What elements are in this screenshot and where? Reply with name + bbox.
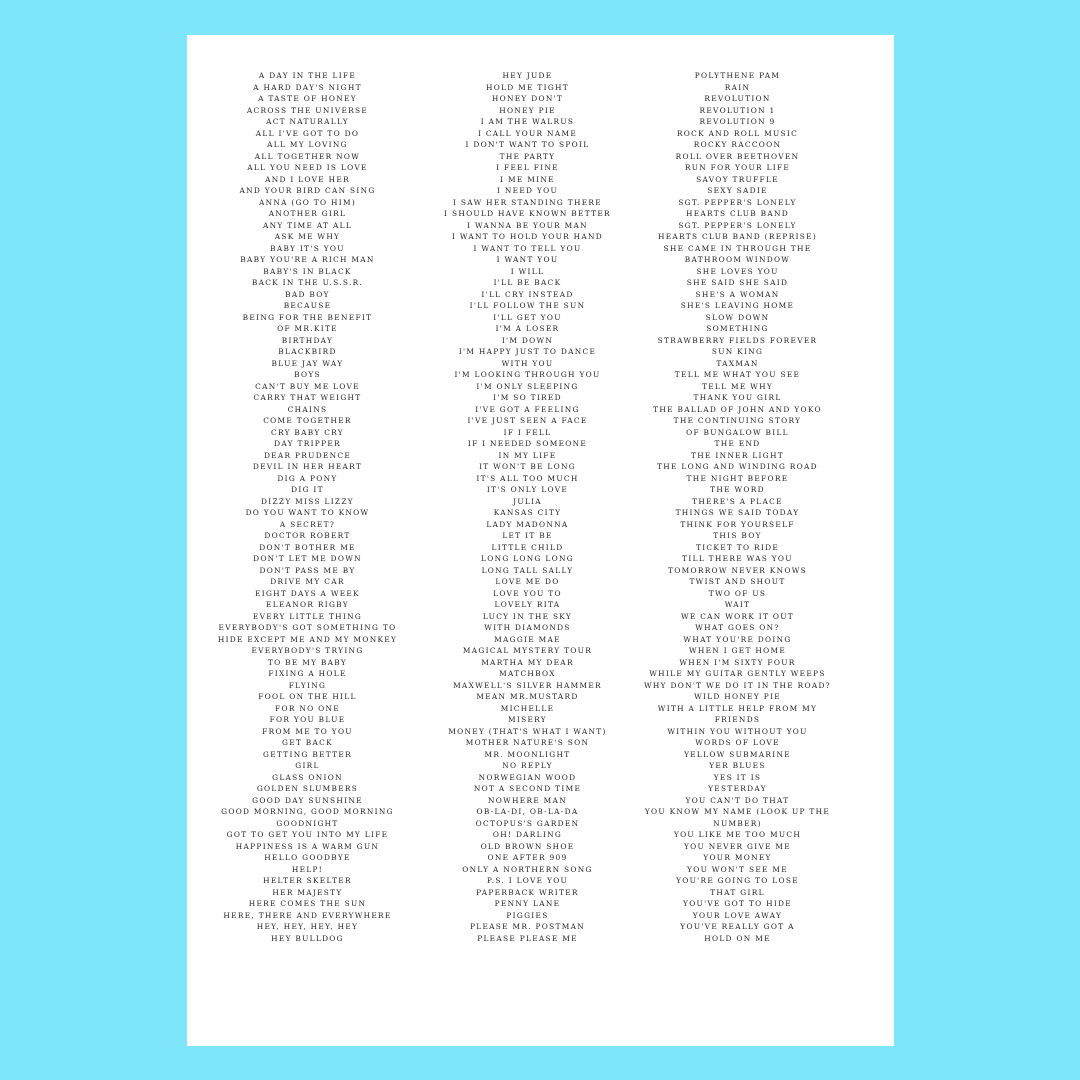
- song-title: I'VE GOT A FEELING: [475, 404, 580, 414]
- song-title: YOU WON'T SEE ME: [687, 864, 788, 874]
- song-title: TELL ME WHY: [701, 381, 774, 391]
- song-title: HONEY PIE: [499, 105, 556, 115]
- song-title: HERE COMES THE SUN: [248, 899, 367, 908]
- song-title: HER MAJESTY: [272, 887, 343, 897]
- song-title: NUMBER): [713, 818, 762, 828]
- song-title: WHILE MY GUITAR GENTLY WEEPS: [649, 669, 826, 678]
- song-title: IT'S ONLY LOVE: [486, 485, 569, 494]
- song-title: YESTERDAY: [708, 784, 767, 793]
- song-title: GOODNIGHT: [276, 818, 339, 828]
- song-title: FOR NO ONE: [275, 703, 340, 713]
- song-title: NOT A SECOND TIME: [473, 784, 582, 793]
- song-title: HONEY DON'T: [491, 94, 564, 103]
- song-title: RAIN: [724, 82, 751, 92]
- song-title: TOMORROW NEVER KNOWS: [668, 565, 807, 575]
- song-title: DON'T BOTHER ME: [259, 542, 356, 552]
- song-title: HEY, HEY, HEY, HEY: [256, 922, 359, 931]
- song-title: REVOLUTION 1: [699, 105, 776, 115]
- song-title: THANK YOU GIRL: [693, 393, 782, 402]
- song-title: WHAT YOU'RE DOING: [683, 634, 792, 644]
- song-title: I'LL GET YOU: [493, 312, 562, 322]
- song-title: DIG IT: [291, 485, 324, 494]
- song-title: HEY JUDE: [502, 71, 553, 80]
- song-title: TELL ME WHAT YOU SEE: [674, 370, 801, 379]
- song-title: MATCHBOX: [499, 669, 556, 678]
- song-title: ASK ME WHY: [274, 232, 341, 241]
- song-column-2: [410, 70, 645, 944]
- song-title: ALL I'VE GOT TO DO: [255, 128, 360, 138]
- song-title: MISERY: [508, 715, 547, 724]
- song-title: THE PARTY: [499, 151, 556, 161]
- song-title: ANOTHER GIRL: [268, 209, 347, 218]
- song-title: RUN FOR YOUR LIFE: [684, 163, 791, 172]
- song-title: DEVIL IN HER HEART: [252, 462, 363, 471]
- song-title: I'M DOWN: [501, 335, 554, 345]
- song-title: PLEASE MR. POSTMAN: [469, 922, 586, 931]
- song-title: GET BACK: [282, 738, 333, 747]
- song-title: A TASTE OF HONEY: [258, 94, 357, 103]
- song-title: MR. MOONLIGHT: [484, 749, 571, 759]
- song-title: FOR YOU BLUE: [269, 715, 346, 724]
- song-title: I'VE JUST SEEN A FACE: [467, 416, 588, 425]
- song-title: LONG TALL SALLY: [481, 565, 574, 575]
- song-title: BABY IT'S YOU: [270, 243, 345, 253]
- song-title: WITH A LITTLE HELP FROM MY: [657, 703, 818, 713]
- song-title: I'M ONLY SLEEPING: [476, 381, 579, 391]
- song-title: REVOLUTION: [704, 94, 771, 103]
- song-title: SUN KING: [711, 347, 764, 356]
- song-title: MARTHA MY DEAR: [481, 657, 574, 667]
- song-title: IT WON'T BE LONG: [479, 462, 576, 471]
- song-title: WORDS OF LOVE: [695, 738, 780, 747]
- song-column-3: [620, 70, 855, 944]
- song-title: SHE CAME IN THROUGH THE: [663, 243, 812, 253]
- song-title: DON'T LET ME DOWN: [253, 554, 362, 563]
- song-title: I'LL BE BACK: [493, 278, 562, 287]
- song-title: OF BUNGALOW BILL: [686, 427, 789, 437]
- song-title: FROM ME TO YOU: [262, 726, 353, 736]
- song-title: LUCY IN THE SKY: [482, 611, 573, 621]
- song-title: LONG LONG LONG: [481, 554, 574, 563]
- song-title: ANY TIME AT ALL: [262, 220, 353, 230]
- song-title: SGT. PEPPER'S LONELY: [678, 197, 797, 207]
- song-title: FLYING: [288, 680, 327, 690]
- song-title: POLYTHENE PAM: [694, 71, 781, 80]
- song-title: I SHOULD HAVE KNOWN BETTER: [444, 209, 611, 218]
- song-title: TWIST AND SHOUT: [689, 577, 786, 586]
- song-title: WHY DON'T WE DO IT IN THE ROAD?: [644, 680, 831, 690]
- song-title: DAY TRIPPER: [274, 439, 341, 448]
- song-title: P.S. I LOVE YOU: [486, 876, 569, 885]
- song-title: HEARTS CLUB BAND: [685, 209, 790, 218]
- song-title: DEAR PRUDENCE: [263, 450, 352, 460]
- song-title: A HARD DAY'S NIGHT: [253, 82, 362, 92]
- song-title: SAVOY TRUFFLE: [696, 174, 779, 184]
- song-title: CARRY THAT WEIGHT: [253, 393, 362, 402]
- song-title: BIRTHDAY: [281, 335, 334, 345]
- song-title: MONEY (THAT'S WHAT I WANT): [448, 726, 607, 736]
- song-title: THINGS WE SAID TODAY: [675, 508, 800, 517]
- song-title: THE END: [714, 439, 761, 448]
- song-title: OF MR.KITE: [277, 324, 338, 333]
- song-title: BABY'S IN BLACK: [263, 266, 352, 276]
- song-title: TO BE MY BABY: [267, 657, 348, 667]
- song-title: HELP!: [291, 864, 324, 874]
- song-title: YER BLUES: [709, 761, 766, 770]
- song-title: I FEEL FINE: [496, 163, 559, 172]
- song-title: REVOLUTION 9: [699, 117, 776, 126]
- song-title: TILL THERE WAS YOU: [682, 554, 793, 563]
- song-title: THE INNER LIGHT: [691, 450, 784, 460]
- song-title: ROCK AND ROLL MUSIC: [676, 128, 799, 138]
- song-title: NO REPLY: [502, 761, 553, 770]
- song-title: WITHIN YOU WITHOUT YOU: [667, 726, 808, 736]
- song-title: TAXMAN: [716, 358, 759, 368]
- song-title: GLASS ONION: [272, 772, 343, 782]
- song-title: AND I LOVE HER: [265, 174, 350, 184]
- song-title: ALL MY LOVING: [267, 140, 348, 149]
- song-title: THERE'S A PLACE: [692, 496, 783, 506]
- song-title: SHE LOVES YOU: [696, 266, 779, 276]
- song-title: THE CONTINUING STORY: [673, 416, 802, 425]
- song-title: WITH DIAMONDS: [484, 623, 571, 632]
- song-title: A DAY IN THE LIFE: [258, 71, 357, 80]
- song-title: MICHELLE: [500, 703, 555, 713]
- song-title: SLOW DOWN: [705, 312, 770, 322]
- song-title: LOVE ME DO: [495, 577, 560, 586]
- song-title: A SECRET?: [279, 519, 336, 529]
- song-title: YOU LIKE ME TOO MUCH: [673, 830, 802, 839]
- song-title: HEARTS CLUB BAND (REPRISE): [657, 232, 818, 241]
- song-title: GIRL: [295, 761, 320, 770]
- song-title: HOLD ME TIGHT: [485, 82, 570, 92]
- song-title: STRAWBERRY FIELDS FOREVER: [657, 335, 818, 345]
- song-title: PAPERBACK WRITER: [476, 887, 579, 897]
- song-title: THE NIGHT BEFORE: [686, 473, 789, 483]
- song-title: I'LL FOLLOW THE SUN: [469, 301, 586, 310]
- song-title: YOUR MONEY: [703, 853, 772, 862]
- song-title: GOOD MORNING, GOOD MORNING: [221, 807, 394, 816]
- song-title: I'M A LOSER: [495, 324, 560, 333]
- song-title: LADY MADONNA: [486, 519, 569, 529]
- song-title: PLEASE PLEASE ME: [477, 933, 578, 943]
- song-title: FIXING A HOLE: [268, 669, 347, 678]
- song-title: I'M SO TIRED: [493, 393, 562, 402]
- song-title: MEAN MR.MUSTARD: [476, 692, 579, 701]
- song-title: WITH YOU: [501, 358, 554, 368]
- song-title: MOTHER NATURE'S SON: [465, 738, 590, 747]
- song-title: BECAUSE: [283, 301, 332, 310]
- song-title: ROCKY RACCOON: [693, 140, 782, 149]
- song-title: I WANT TO TELL YOU: [473, 243, 582, 253]
- song-title: THE LONG AND WINDING ROAD: [657, 462, 818, 471]
- song-title: I CALL YOUR NAME: [477, 128, 578, 138]
- song-title: YOU'VE REALLY GOT A: [680, 922, 795, 931]
- song-title: SOMETHING: [706, 324, 769, 333]
- song-title: HERE, THERE AND EVERYWHERE: [223, 910, 392, 920]
- song-title: IT'S ALL TOO MUCH: [476, 473, 579, 483]
- song-title: YES IT IS: [713, 772, 762, 782]
- song-title: MAGICAL MYSTERY TOUR: [462, 646, 593, 655]
- song-title: TICKET TO RIDE: [695, 542, 780, 552]
- song-title: CAN'T BUY ME LOVE: [255, 381, 360, 391]
- song-title: WHEN I GET HOME: [688, 646, 787, 655]
- song-title: YOU KNOW MY NAME (LOOK UP THE: [644, 807, 831, 816]
- song-list-sheet: [187, 35, 894, 1046]
- song-title: GOOD DAY SUNSHINE: [252, 795, 363, 805]
- song-title: ANNA (GO TO HIM): [258, 197, 357, 207]
- song-title: BLACKBIRD: [278, 347, 337, 356]
- song-title: I ME MINE: [500, 174, 555, 184]
- song-title: YELLOW SUBMARINE: [684, 749, 791, 759]
- song-title: WILD HONEY PIE: [694, 692, 781, 701]
- song-title: I'M HAPPY JUST TO DANCE: [458, 347, 597, 356]
- song-title: SHE SAID SHE SAID: [686, 278, 789, 287]
- song-title: DIZZY MISS LIZZY: [261, 496, 354, 506]
- song-title: WE CAN WORK IT OUT: [680, 611, 795, 621]
- song-title: YOU CAN'T DO THAT: [685, 795, 790, 805]
- song-title: BOYS: [294, 370, 321, 379]
- song-title: WAIT: [724, 600, 751, 609]
- song-title: ONE AFTER 909: [487, 853, 568, 862]
- song-title: I AM THE WALRUS: [480, 117, 575, 126]
- song-title: LOVELY RITA: [494, 600, 561, 609]
- song-title: ROLL OVER BEETHOVEN: [675, 151, 800, 161]
- song-title: ACT NATURALLY: [266, 117, 349, 126]
- song-title: LITTLE CHILD: [491, 542, 564, 552]
- song-title: ALL TOGETHER NOW: [254, 151, 361, 161]
- song-title: SHE'S A WOMAN: [695, 289, 780, 299]
- song-title: ELEANOR RIGBY: [266, 600, 349, 609]
- song-title: FOOL ON THE HILL: [258, 692, 357, 701]
- song-title: I WANT YOU: [496, 255, 559, 264]
- song-title: ALL YOU NEED IS LOVE: [247, 163, 368, 172]
- song-title: YOU NEVER GIVE ME: [684, 841, 791, 851]
- song-title: THE BALLAD OF JOHN AND YOKO: [653, 404, 822, 414]
- song-title: CRY BABY CRY: [271, 427, 344, 437]
- song-title: DO YOU WANT TO KNOW: [245, 508, 370, 517]
- song-title: KANSAS CITY: [493, 508, 562, 517]
- song-title: OLD BROWN SHOE: [480, 841, 575, 851]
- song-title: SEXY SADIE: [707, 186, 768, 195]
- song-title: I'M LOOKING THROUGH YOU: [454, 370, 601, 379]
- song-title: DRIVE MY CAR: [270, 577, 345, 586]
- song-column-1: [190, 70, 425, 944]
- song-title: PENNY LANE: [494, 899, 561, 908]
- song-title: IF I NEEDED SOMEONE: [467, 439, 588, 448]
- song-title: THINK FOR YOURSELF: [680, 519, 795, 529]
- song-title: NOWHERE MAN: [488, 795, 567, 805]
- song-title: COME TOGETHER: [263, 416, 352, 425]
- song-title: HOLD ON ME: [704, 933, 771, 943]
- song-title: I SAW HER STANDING THERE: [453, 197, 602, 207]
- song-title: BACK IN THE U.S.S.R.: [251, 278, 364, 287]
- song-title: BEING FOR THE BENEFIT: [242, 312, 373, 322]
- song-title: WHEN I'M SIXTY FOUR: [679, 657, 796, 667]
- song-title: IF I FELL: [503, 427, 552, 437]
- song-title: OB-LA-DI, OB-LA-DA: [476, 807, 579, 816]
- song-title: BLUE JAY WAY: [271, 358, 344, 368]
- song-title: THE WORD: [710, 485, 765, 494]
- song-title: LOVE YOU TO: [493, 588, 562, 598]
- song-title: YOU'VE GOT TO HIDE: [683, 899, 792, 908]
- song-title: BAD BOY: [285, 289, 330, 299]
- song-title: BABY YOU'RE A RICH MAN: [240, 255, 375, 264]
- song-title: I WANNA BE YOUR MAN: [467, 220, 588, 230]
- song-title: FRIENDS: [714, 715, 761, 724]
- song-title: SGT. PEPPER'S LONELY: [678, 220, 797, 230]
- song-title: JULIA: [513, 496, 542, 506]
- song-title: THIS BOY: [713, 531, 762, 540]
- song-title: EVERYBODY'S GOT SOMETHING TO: [218, 623, 397, 632]
- song-title: I WANT TO HOLD YOUR HAND: [451, 232, 604, 241]
- song-title: ONLY A NORTHERN SONG: [462, 864, 593, 874]
- song-title: BATHROOM WINDOW: [684, 255, 791, 264]
- song-title: THAT GIRL: [710, 887, 765, 897]
- song-title: DIG A PONY: [277, 473, 338, 483]
- song-title: I DON'T WANT TO SPOIL: [465, 140, 590, 149]
- song-title: EVERY LITTLE THING: [252, 611, 363, 621]
- song-title: PIGGIES: [506, 910, 549, 920]
- song-title: HAPPINESS IS A WARM GUN: [235, 841, 380, 851]
- song-title: GOLDEN SLUMBERS: [256, 784, 359, 793]
- song-title: I NEED YOU: [497, 186, 558, 195]
- song-title: I WILL: [510, 266, 545, 276]
- song-title: YOUR LOVE AWAY: [692, 910, 783, 920]
- song-title: HIDE EXCEPT ME AND MY MONKEY: [217, 634, 398, 644]
- song-title: I'LL CRY INSTEAD: [481, 289, 574, 299]
- song-title: GETTING BETTER: [263, 749, 352, 759]
- song-title: AND YOUR BIRD CAN SING: [239, 186, 376, 195]
- song-title: HELLO GOODBYE: [264, 853, 351, 862]
- song-title: WHAT GOES ON?: [695, 623, 780, 632]
- song-title: NORWEGIAN WOOD: [478, 772, 577, 782]
- song-title: GOT TO GET YOU INTO MY LIFE: [226, 830, 389, 839]
- song-title: DON'T PASS ME BY: [259, 565, 356, 575]
- song-title: EVERYBODY'S TRYING: [251, 646, 364, 655]
- song-title: SHE'S LEAVING HOME: [680, 301, 795, 310]
- song-title: HEY BULLDOG: [271, 933, 344, 943]
- song-title: OH! DARLING: [492, 830, 563, 839]
- song-title: MAXWELL'S SILVER HAMMER: [453, 680, 602, 690]
- song-title: EIGHT DAYS A WEEK: [255, 588, 360, 598]
- song-title: CHAINS: [287, 404, 328, 414]
- song-title: OCTOPUS'S GARDEN: [475, 818, 580, 828]
- song-title: TWO OF US: [708, 588, 767, 598]
- song-title: IN MY LIFE: [498, 450, 557, 460]
- song-title: LET IT BE: [502, 531, 553, 540]
- song-title: YOU'RE GOING TO LOSE: [676, 876, 799, 885]
- song-title: DOCTOR ROBERT: [264, 531, 351, 540]
- song-title: MAGGIE MAE: [494, 634, 561, 644]
- song-title: HELTER SKELTER: [263, 876, 352, 885]
- song-title: ACROSS THE UNIVERSE: [246, 105, 369, 115]
